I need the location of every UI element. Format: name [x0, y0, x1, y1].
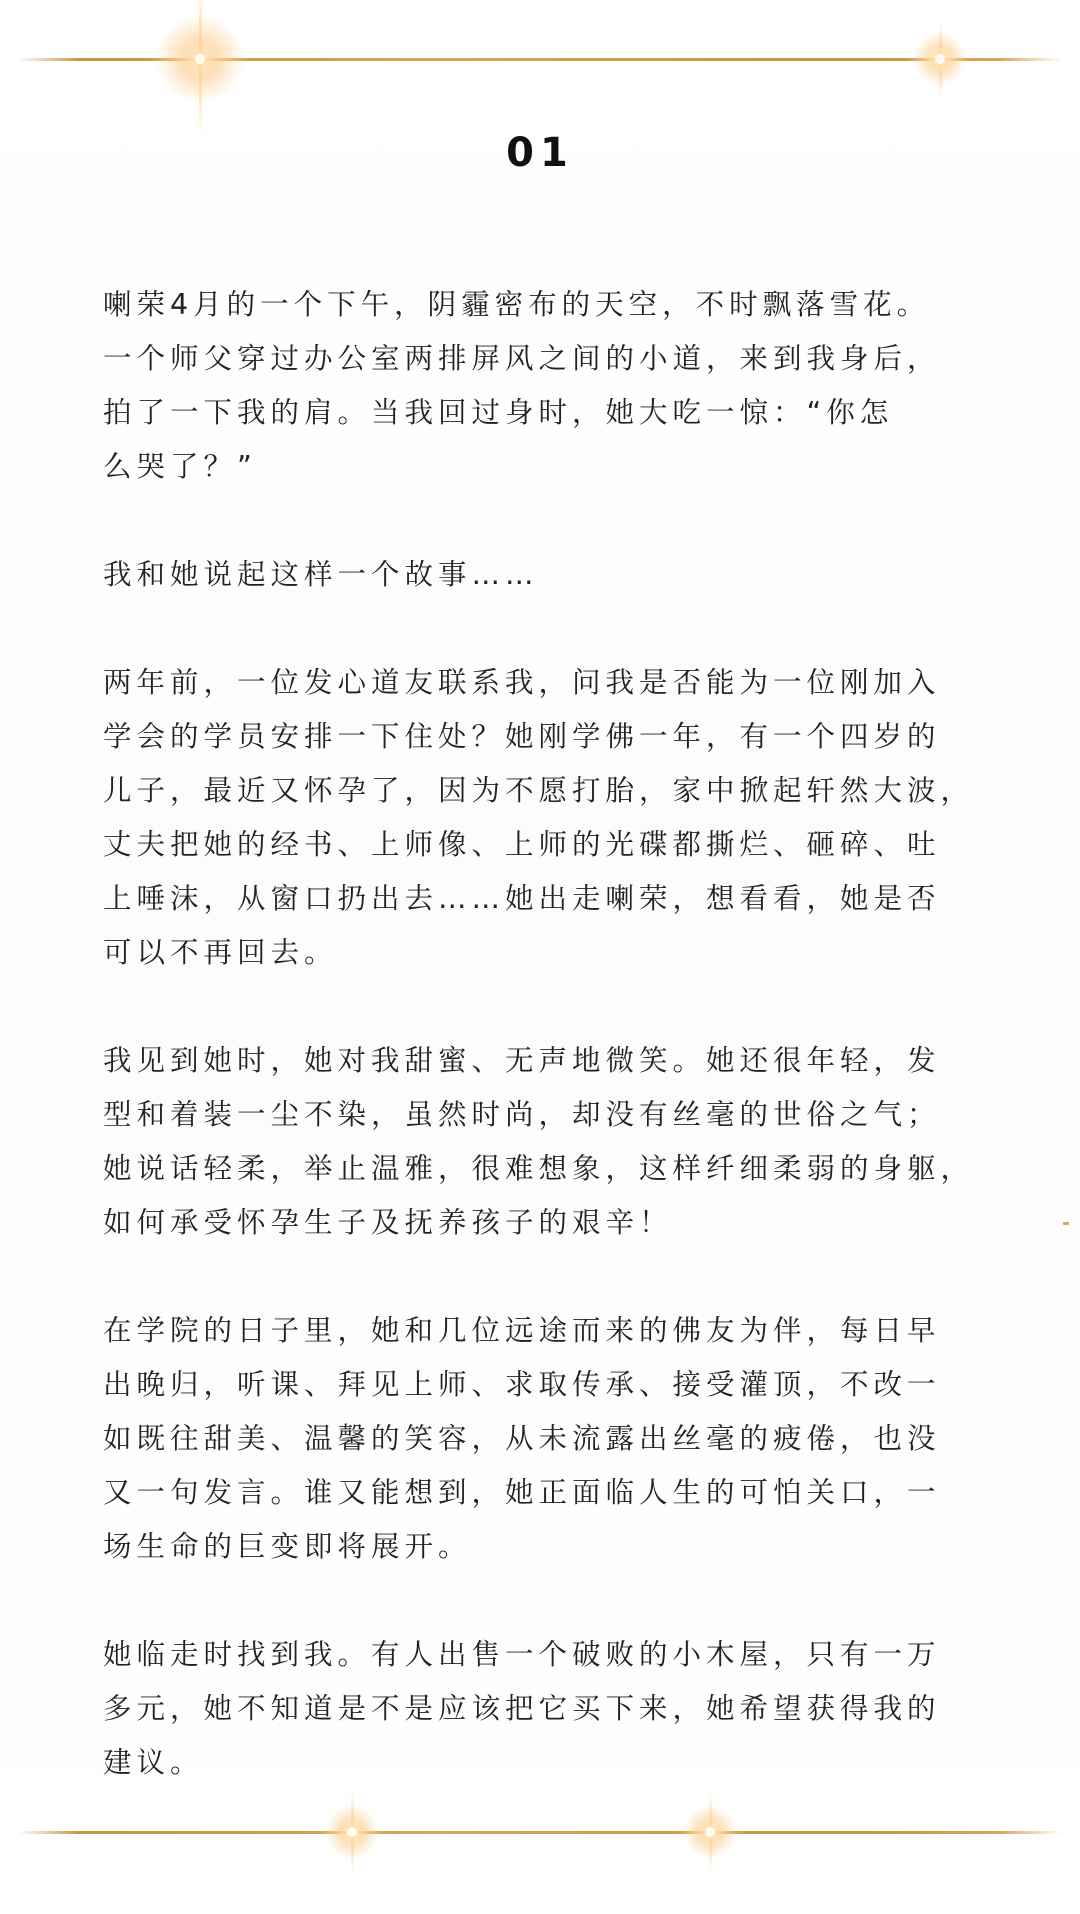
text-line: 她说话轻柔，举止温雅，很难想象，这样纤细柔弱的身躯，: [103, 1152, 975, 1185]
text-line: 可以不再回去。: [103, 936, 338, 969]
text-line: 如既往甜美、温馨的笑容，从未流露出丝毫的疲倦，也没: [103, 1422, 941, 1455]
paragraph: [103, 1304, 1023, 1574]
text-line: 喇荣4月的一个下午，阴霾密布的天空，不时飘落雪花。: [103, 288, 931, 321]
text-line: 多元，她不知道是不是应该把它买下来，她希望获得我的: [103, 1692, 941, 1725]
text-line: 两年前，一位发心道友联系我，问我是否能为一位刚加入: [103, 666, 941, 699]
text-line: 型和着装一尘不染，虽然时尚，却没有丝毫的世俗之气；: [103, 1098, 941, 1131]
text-line: 上唾沫，从窗口扔出去……她出走喇荣，想看看，她是否: [103, 882, 941, 915]
text-line: 么哭了？”: [103, 450, 257, 483]
paragraph: [103, 656, 1023, 980]
paragraph: [103, 1628, 1023, 1790]
bottom-divider-line: [18, 1831, 1062, 1834]
text-line: 丈夫把她的经书、上师像、上师的光碟都撕烂、砸碎、吐: [103, 828, 941, 861]
text-line: 建议。: [103, 1746, 204, 1779]
text-line: 如何承受怀孕生子及抚养孩子的艰辛！: [103, 1206, 673, 1239]
text-line: 出晚归，听课、拜见上师、求取传承、接受灌顶，不改一: [103, 1368, 941, 1401]
text-line: 儿子，最近又怀孕了，因为不愿打胎，家中掀起轩然大波，: [103, 774, 975, 807]
article-body: [103, 278, 1023, 1844]
decorative-dot: [1063, 1222, 1069, 1225]
text-line: 学会的学员安排一下住处？她刚学佛一年，有一个四岁的: [103, 720, 941, 753]
paragraph: [103, 548, 1023, 602]
paragraph: [103, 278, 1023, 494]
text-line: 一个师父穿过办公室两排屏风之间的小道，来到我身后，: [103, 342, 941, 375]
text-line: 场生命的巨变即将展开。: [103, 1530, 472, 1563]
text-line: 拍了一下我的肩。当我回过身时，她大吃一惊：“你怎: [103, 396, 894, 429]
text-line: 我和她说起这样一个故事……: [103, 558, 539, 591]
text-line: 我见到她时，她对我甜蜜、无声地微笑。她还很年轻，发: [103, 1044, 941, 1077]
text-line: 又一句发言。谁又能想到，她正面临人生的可怕关口，一: [103, 1476, 941, 1509]
section-number-title: 01: [506, 130, 574, 176]
text-line: 在学院的日子里，她和几位远途而来的佛友为伴，每日早: [103, 1314, 941, 1347]
paragraph: [103, 1034, 1023, 1250]
text-line: 她临走时找到我。有人出售一个破败的小木屋，只有一万: [103, 1638, 941, 1671]
